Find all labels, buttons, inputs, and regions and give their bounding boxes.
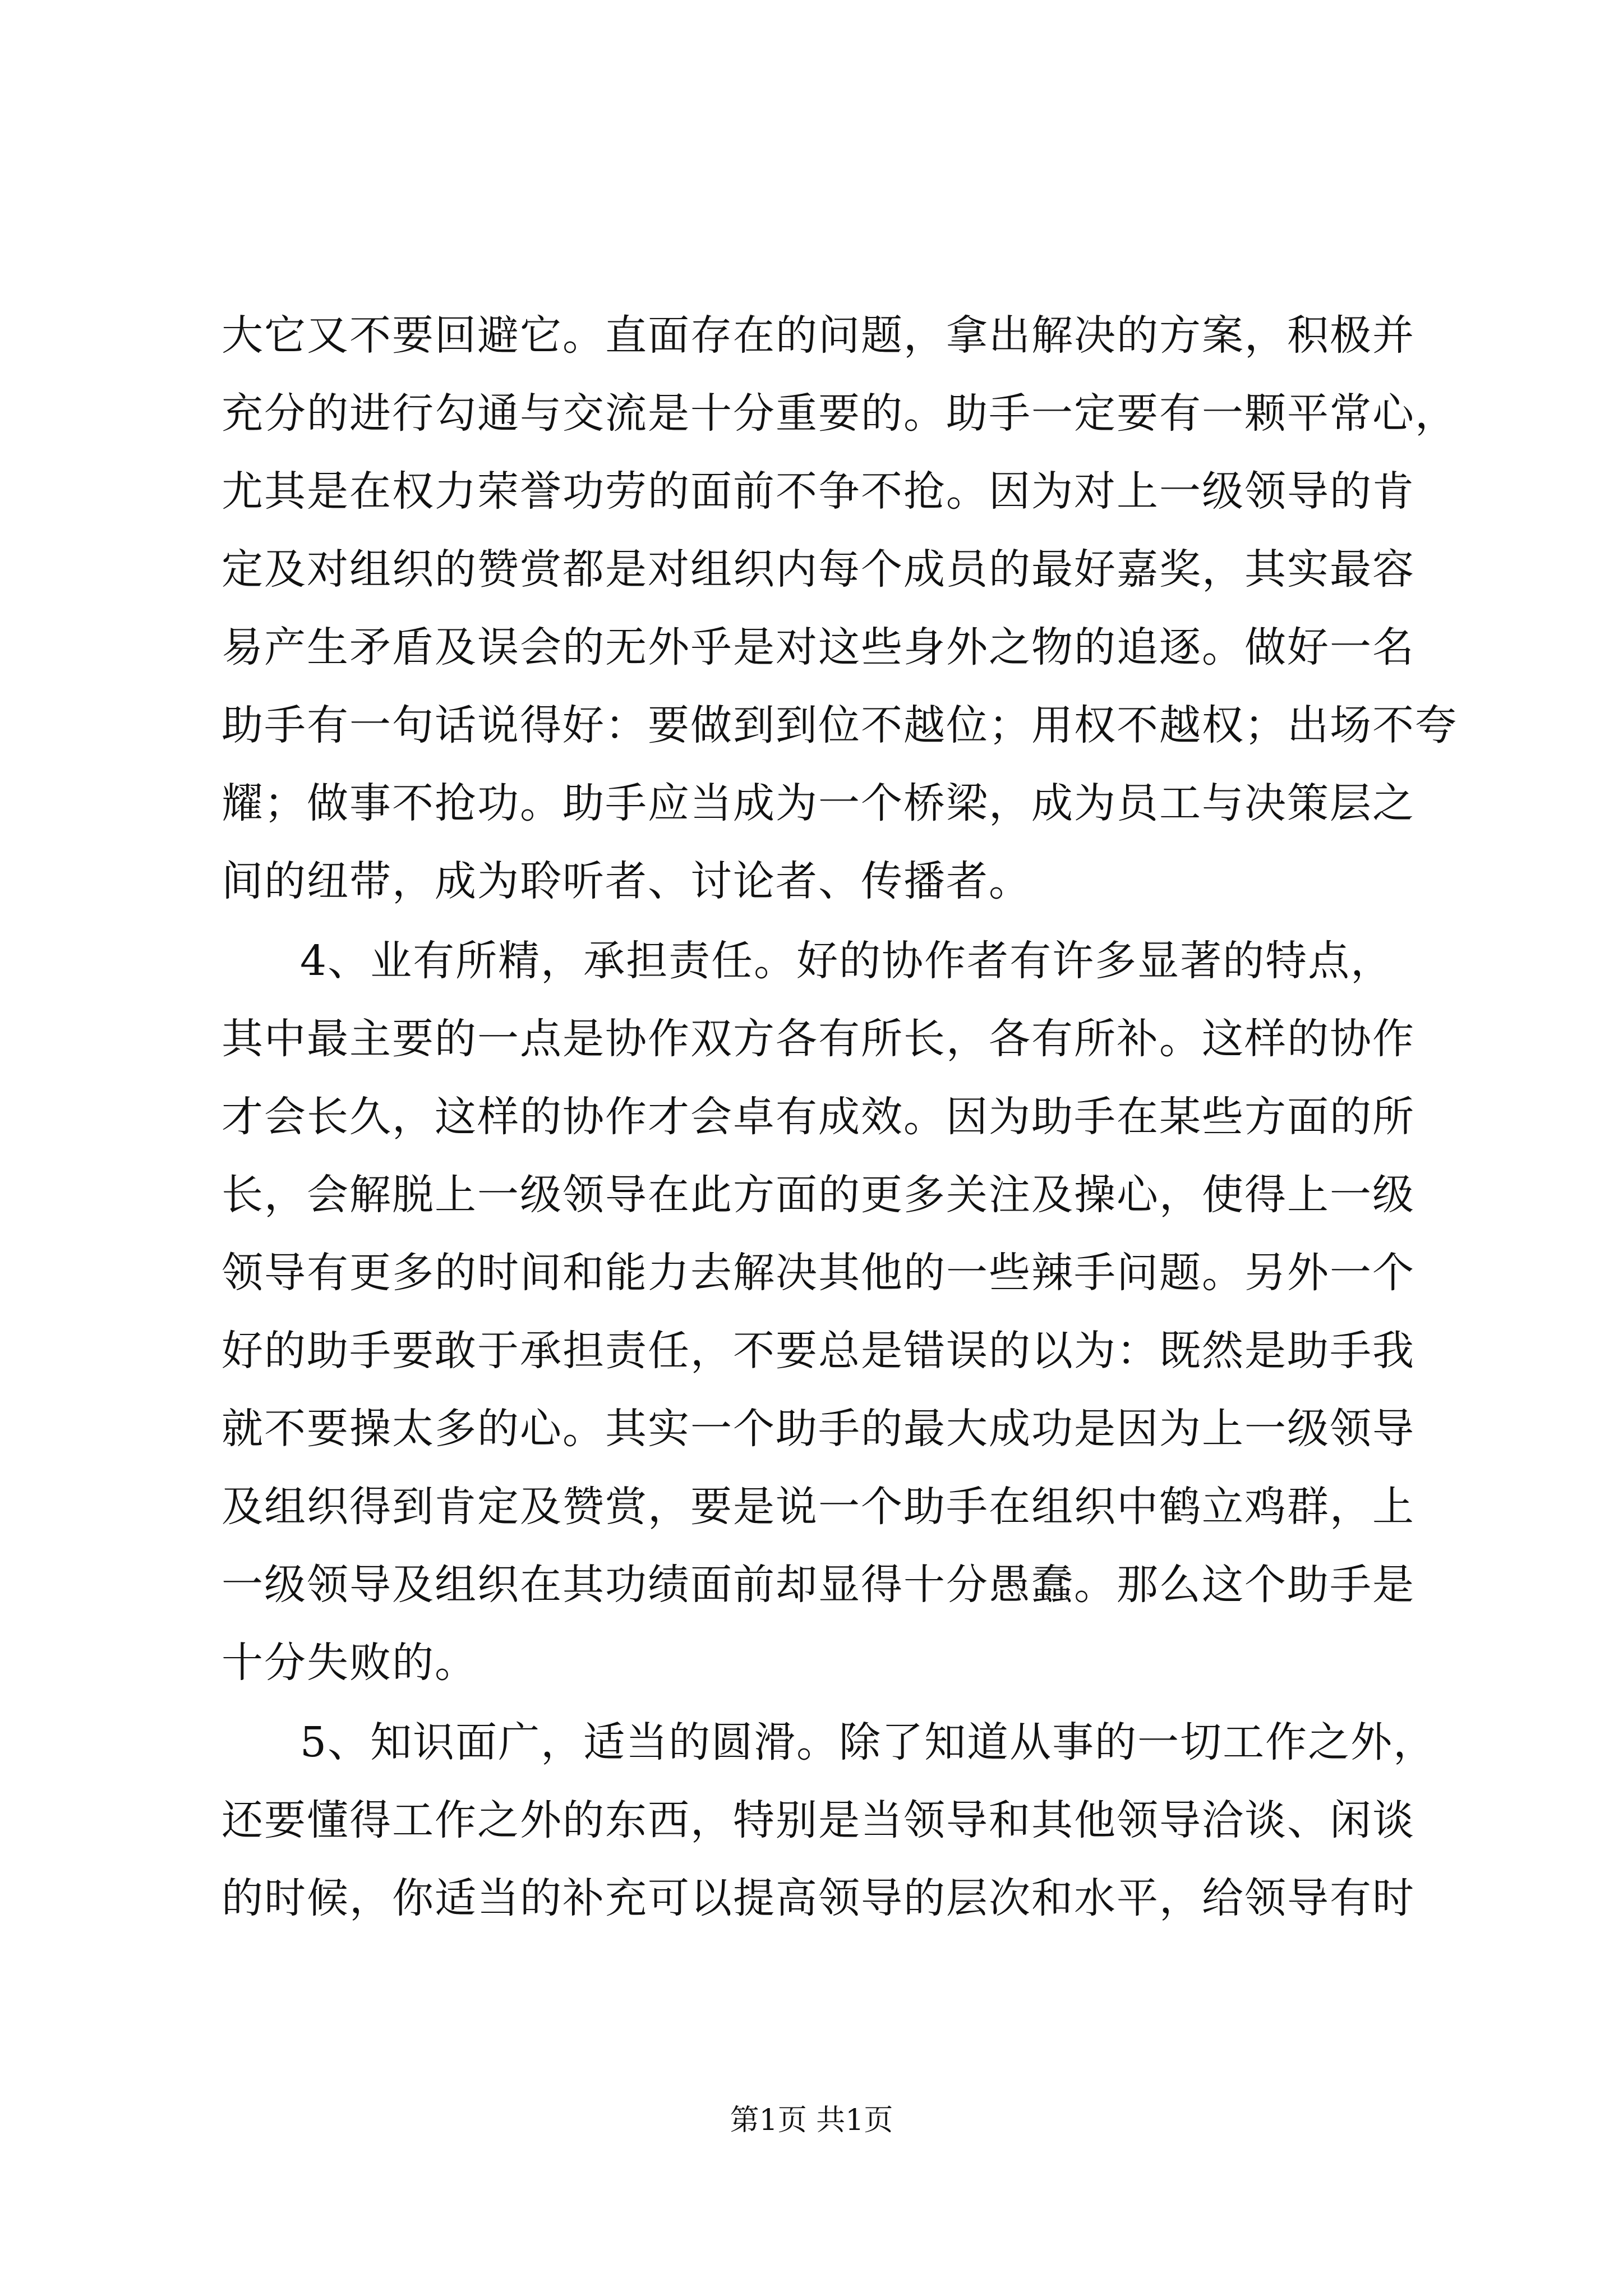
text-line: 就不要操太多的心。其实一个助手的最大成功是因为上一级领导 xyxy=(222,1405,1415,1453)
text-line: 尤其是在权力荣誉功劳的面前不争不抢。因为对上一级领导的肯 xyxy=(222,467,1415,516)
text-line: 耀；做事不抢功。助手应当成为一个桥梁，成为员工与决策层之 xyxy=(222,779,1415,827)
text-line: 一级领导及组织在其功绩面前却显得十分愚蠢。那么这个助手是 xyxy=(222,1561,1415,1609)
paragraph-first-line: 4、业有所精，承担责任。好的协作者有许多显著的特点， xyxy=(300,937,1394,985)
text-line: 定及对组织的赞赏都是对组织内每个成员的最好嘉奖，其实最容 xyxy=(222,545,1415,593)
text-line: 助手有一句话说得好：要做到到位不越位；用权不越权；出场不夸 xyxy=(222,701,1458,749)
paragraph-first-line: 5、知识面广，适当的圆滑。除了知道从事的一切工作之外， xyxy=(300,1718,1436,1766)
text-line: 大它又不要回避它。直面存在的问题，拿出解决的方案，积极并 xyxy=(222,311,1415,360)
text-line: 还要懂得工作之外的东西，特别是当领导和其他领导洽谈、闲谈 xyxy=(222,1796,1415,1844)
text-line: 其中最主要的一点是协作双方各有所长，各有所补。这样的协作 xyxy=(222,1015,1415,1063)
text-line: 间的纽带，成为聆听者、讨论者、传播者。 xyxy=(222,857,1031,905)
text-line: 才会长久，这样的协作才会卓有成效。因为助手在某些方面的所 xyxy=(222,1093,1415,1141)
text-line: 易产生矛盾及误会的无外乎是对这些身外之物的追逐。做好一名 xyxy=(222,623,1415,671)
text-line: 及组织得到肯定及赞赏，要是说一个助手在组织中鹤立鸡群，上 xyxy=(222,1483,1415,1531)
text-line: 十分失败的。 xyxy=(222,1639,477,1687)
page-footer: 第1页 共1页 xyxy=(730,2104,893,2137)
text-line: 领导有更多的时间和能力去解决其他的一些辣手问题。另外一个 xyxy=(222,1249,1415,1297)
text-line: 长，会解脱上一级领导在此方面的更多关注及操心，使得上一级 xyxy=(222,1171,1415,1219)
text-line: 的时候，你适当的补充可以提高领导的层次和水平，给领导有时 xyxy=(222,1874,1415,1922)
text-line: 好的助手要敢于承担责任，不要总是错误的以为：既然是助手我 xyxy=(222,1327,1415,1375)
text-line: 充分的进行勾通与交流是十分重要的。助手一定要有一颗平常心， xyxy=(222,389,1458,438)
